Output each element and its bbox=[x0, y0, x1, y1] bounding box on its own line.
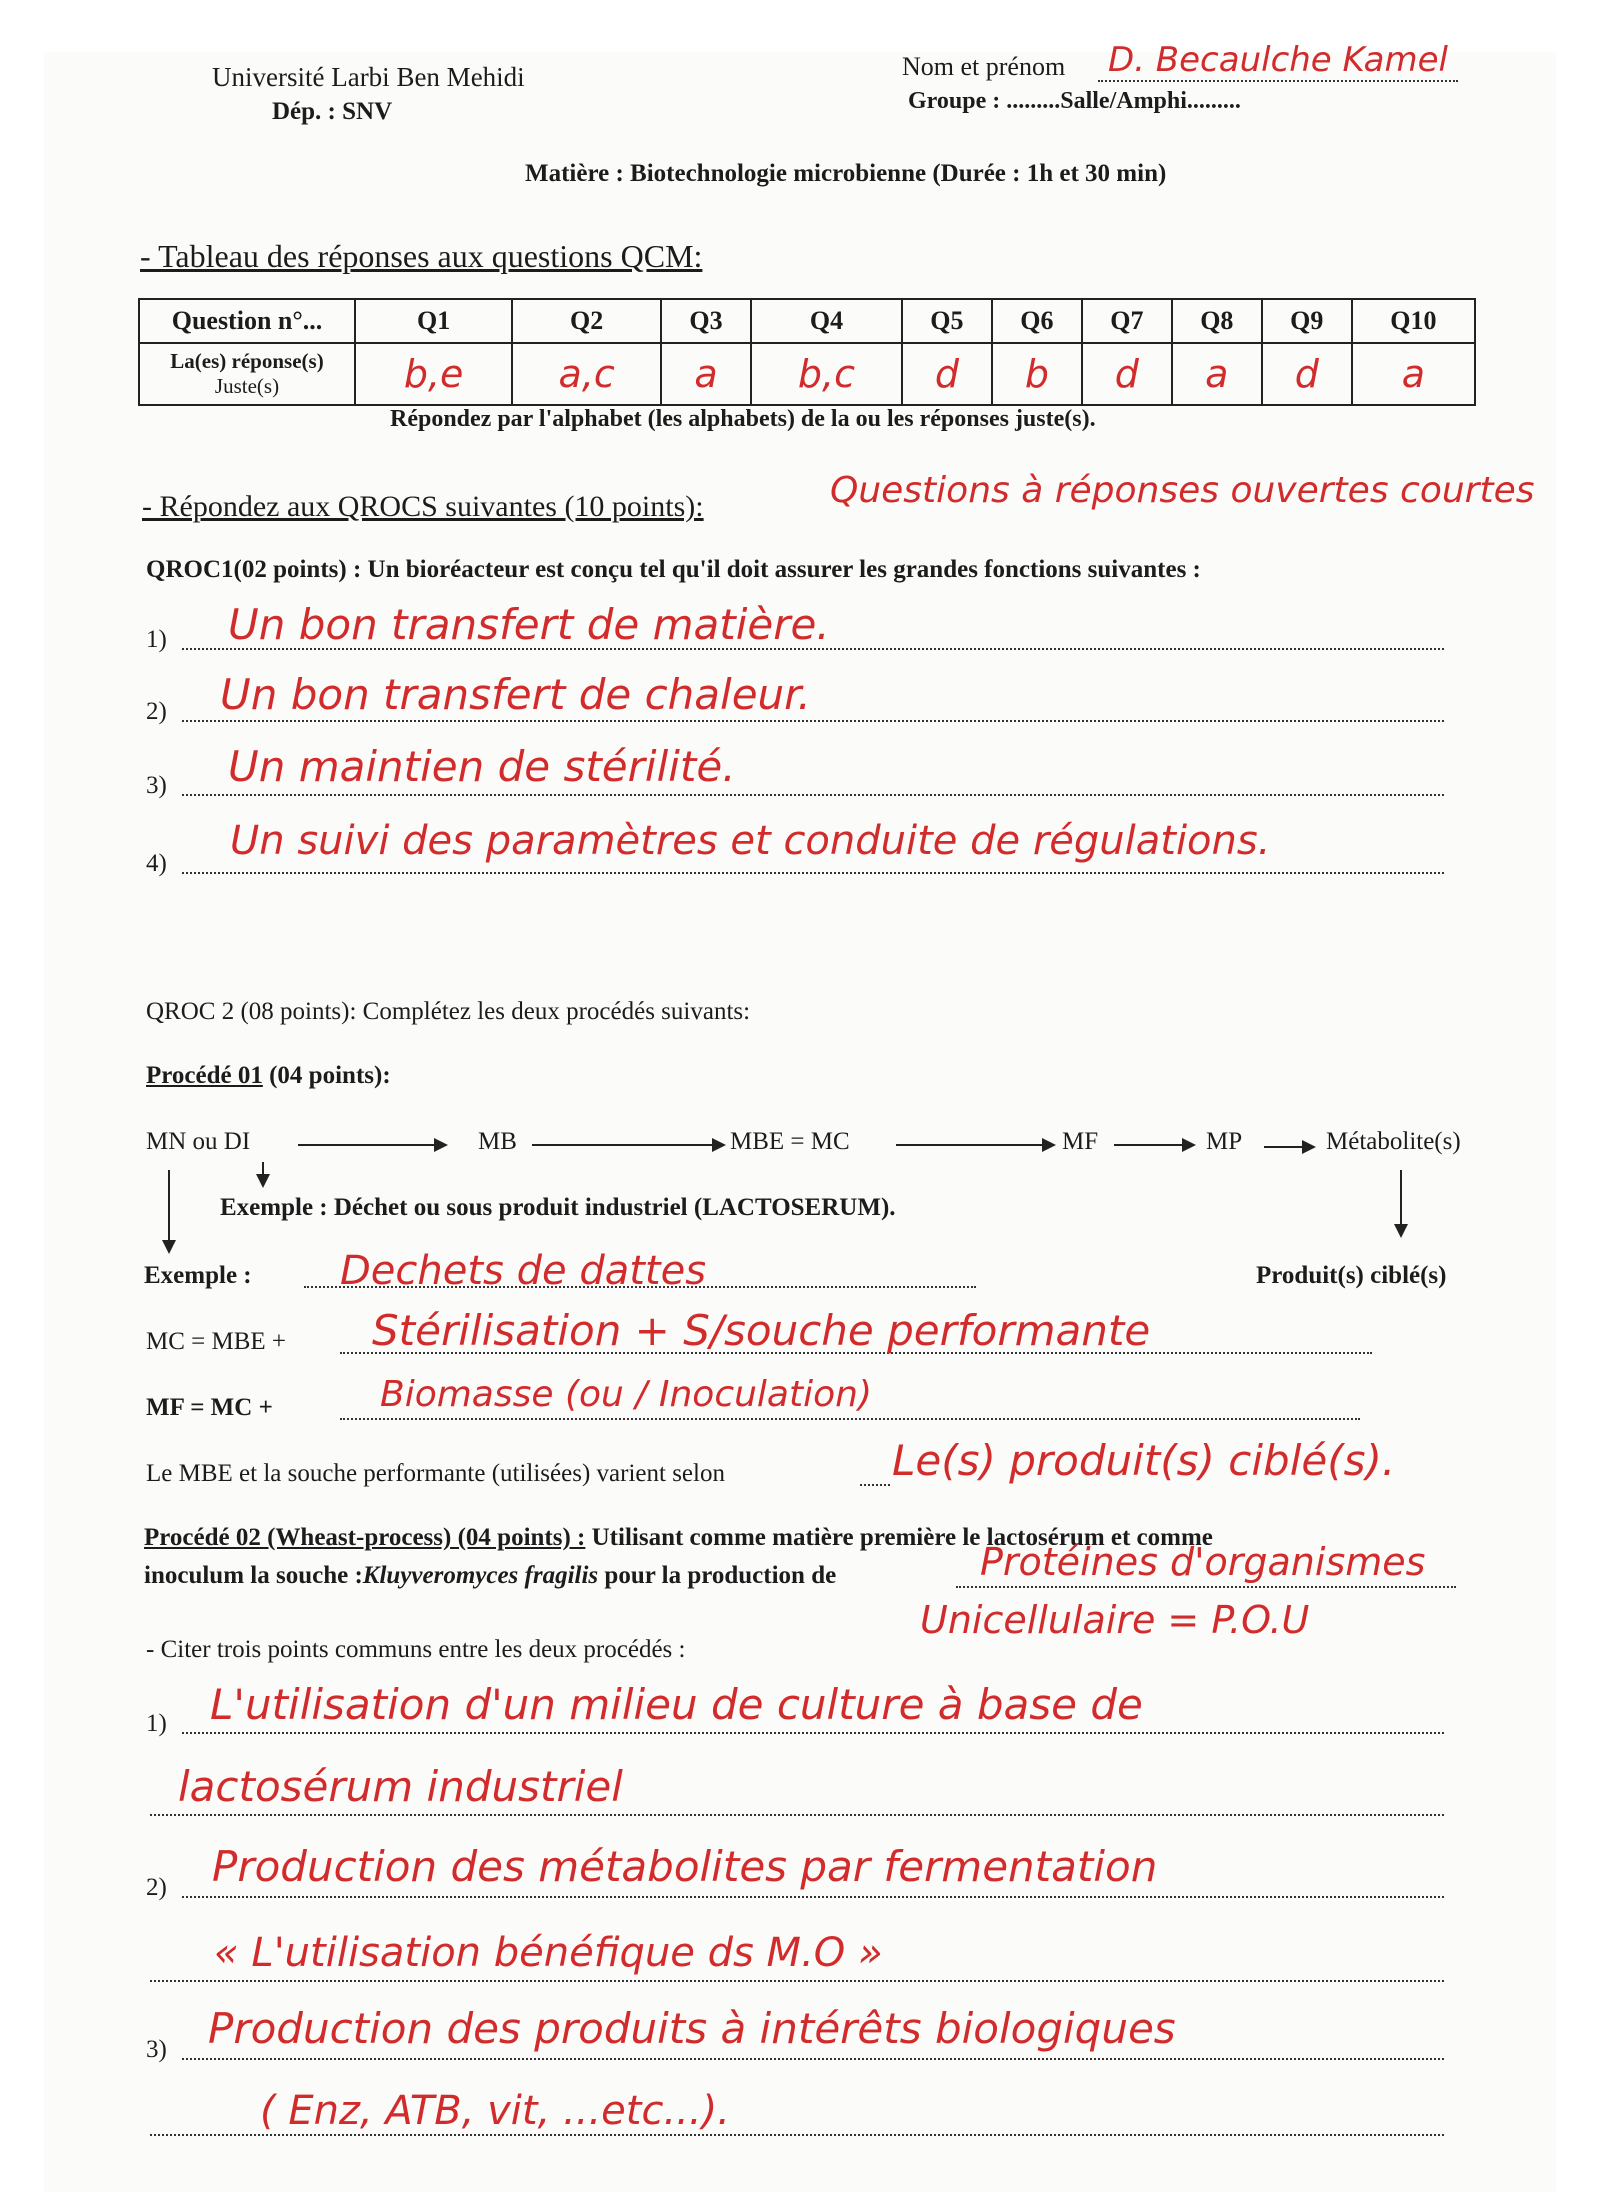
qroc1-prompt: QROC1(02 points) : Un bioréacteur est conçu tel qu'il doit assurer les grandes fonctions suivantes : bbox=[146, 556, 1201, 583]
qroc2-prompt: QROC 2 (08 points): Complétez les deux procédés suivants: bbox=[146, 998, 751, 1025]
common-points-prompt: - Citer trois points communs entre les deux procédés : bbox=[146, 1636, 686, 1663]
flow-mp: MP bbox=[1206, 1128, 1243, 1155]
mbe-variation-text: Le MBE et la souche performante (utilisées) varient selon bbox=[146, 1460, 725, 1487]
answer-number: 3) bbox=[146, 2036, 167, 2063]
answer-line bbox=[860, 1484, 890, 1486]
procede-01-title: Procédé 01 bbox=[146, 1062, 263, 1089]
common-point-2-line1: Production des métabolites par fermentation bbox=[212, 1842, 1158, 1891]
flow-mb: MB bbox=[478, 1128, 517, 1155]
mf-equation-label: MF = MC + bbox=[146, 1394, 273, 1421]
mc-answer: Stérilisation + S/souche performante bbox=[372, 1306, 1151, 1355]
answer-line bbox=[182, 720, 1444, 722]
mf-answer: Biomasse (ou / Inoculation) bbox=[380, 1374, 872, 1415]
qcm-title: - Tableau des réponses aux questions QCM: bbox=[140, 238, 703, 274]
answer-number: 4) bbox=[146, 850, 167, 877]
procede-02-answer-2: Unicellulaire = P.O.U bbox=[920, 1598, 1310, 1642]
answer-line bbox=[182, 1896, 1444, 1898]
answer-line bbox=[182, 2058, 1444, 2060]
qcm-answer-cell: d bbox=[1082, 343, 1172, 405]
answer-line bbox=[182, 872, 1444, 874]
question-header: Q6 bbox=[992, 299, 1082, 343]
answer-line bbox=[150, 2134, 1444, 2136]
answer-line bbox=[956, 1586, 1456, 1588]
flow-arrow bbox=[1264, 1146, 1314, 1148]
example-di: Exemple : Déchet ou sous produit industriel (LACTOSERUM). bbox=[220, 1194, 896, 1221]
common-point-3-line2: ( Enz, ATB, vit, ...etc...). bbox=[260, 2088, 730, 2134]
common-point-1-line2: lactosérum industriel bbox=[178, 1762, 623, 1811]
procede-01-heading bbox=[146, 1062, 391, 1090]
qrocs-title-note: Questions à réponses ouvertes courtes bbox=[830, 470, 1535, 511]
answer-line bbox=[150, 1980, 1444, 1982]
qroc1-answer-4: Un suivi des paramètres et conduite de régulations. bbox=[230, 818, 1271, 864]
qcm-answer-cell: d bbox=[1262, 343, 1352, 405]
qcm-answer-table bbox=[138, 298, 1476, 406]
answer-number: 2) bbox=[146, 698, 167, 725]
procede-02-answer-1: Protéines d'organismes bbox=[980, 1540, 1426, 1584]
answer-line bbox=[340, 1418, 1360, 1420]
qroc1-answer-2: Un bon transfert de chaleur. bbox=[220, 670, 811, 719]
qcm-answer-cell: b,c bbox=[751, 343, 902, 405]
answer-line bbox=[150, 1814, 1444, 1816]
yeast-species: Kluyveromyces fragilis bbox=[362, 1562, 599, 1589]
example-answer: Dechets de dattes bbox=[340, 1248, 707, 1294]
subject-line: Matière : Biotechnologie microbienne (Durée : 1h et 30 min) bbox=[525, 160, 1167, 187]
qrocs-title: - Répondez aux QROCS suivantes (10 points): bbox=[142, 490, 704, 523]
procede-02-text-a: Utilisant comme matière première le lactosérum et comme bbox=[591, 1524, 1213, 1551]
question-header: Q7 bbox=[1082, 299, 1172, 343]
department: Dép. : SNV bbox=[272, 98, 393, 125]
example-label: Exemple : bbox=[144, 1262, 252, 1289]
answer-number: 1) bbox=[146, 626, 167, 653]
down-arrow bbox=[168, 1170, 170, 1252]
flow-arrow bbox=[896, 1144, 1054, 1146]
qcm-answer-cell: b bbox=[992, 343, 1082, 405]
name-dotted-line bbox=[1098, 80, 1458, 82]
flow-mf: MF bbox=[1062, 1128, 1099, 1155]
flow-metabolites: Métabolite(s) bbox=[1326, 1128, 1461, 1155]
question-header: Q8 bbox=[1172, 299, 1262, 343]
procede-02-line2 bbox=[144, 1562, 836, 1590]
common-point-3-line1: Production des produits à intérêts biologiques bbox=[208, 2004, 1176, 2053]
answer-number: 2) bbox=[146, 1874, 167, 1901]
qcm-answer-cell: a bbox=[661, 343, 751, 405]
qroc1-answer-3: Un maintien de stérilité. bbox=[228, 742, 736, 791]
answer-line bbox=[182, 1732, 1444, 1734]
question-header: Q3 bbox=[661, 299, 751, 343]
down-arrow bbox=[1400, 1170, 1402, 1236]
qcm-answer-cell: a bbox=[1172, 343, 1262, 405]
flow-mn-di: MN ou DI bbox=[146, 1128, 251, 1155]
flow-arrow bbox=[532, 1144, 724, 1146]
mc-equation-label: MC = MBE + bbox=[146, 1328, 287, 1355]
question-number-label: Question n°... bbox=[139, 299, 355, 343]
qcm-answer-cell: a bbox=[1352, 343, 1475, 405]
question-header: Q10 bbox=[1352, 299, 1475, 343]
answer-label-line1: La(es) réponse(s) bbox=[170, 349, 324, 373]
flow-arrow bbox=[298, 1144, 446, 1146]
qcm-answer-cell: d bbox=[902, 343, 992, 405]
qroc1-answer-1: Un bon transfert de matière. bbox=[228, 600, 830, 649]
answer-label-line2: Juste(s) bbox=[214, 374, 280, 398]
question-header: Q2 bbox=[512, 299, 661, 343]
answer-row-label bbox=[139, 343, 355, 405]
university-name: Université Larbi Ben Mehidi bbox=[212, 62, 525, 92]
procede-02-prefix: inoculum la souche : bbox=[144, 1562, 363, 1589]
answer-number: 1) bbox=[146, 1710, 167, 1737]
procede-02-title: Procédé 02 (Wheast-process) (04 points) : bbox=[144, 1524, 586, 1551]
qcm-answer-cell: a,c bbox=[512, 343, 661, 405]
down-arrow bbox=[262, 1162, 264, 1186]
common-point-2-line2: « L'utilisation bénéfique ds M.O » bbox=[214, 1930, 883, 1976]
question-header: Q4 bbox=[751, 299, 902, 343]
common-point-1-line1: L'utilisation d'un milieu de culture à base de bbox=[210, 1680, 1143, 1729]
flow-mbe-mc: MBE = MC bbox=[730, 1128, 850, 1155]
target-products-label: Produit(s) ciblé(s) bbox=[1256, 1262, 1447, 1289]
name-label: Nom et prénom bbox=[902, 52, 1066, 81]
question-header: Q1 bbox=[355, 299, 512, 343]
procede-02-suffix: pour la production de bbox=[604, 1562, 837, 1589]
question-header: Q9 bbox=[1262, 299, 1352, 343]
qcm-answer-cell: b,e bbox=[355, 343, 512, 405]
student-name: D. Becaulche Kamel bbox=[1108, 40, 1448, 80]
qcm-instruction: Répondez par l'alphabet (les alphabets) de la ou les réponses juste(s). bbox=[390, 406, 1096, 432]
procede-01-points: (04 points): bbox=[269, 1062, 391, 1089]
group-line: Groupe : .........Salle/Amphi......... bbox=[908, 88, 1241, 114]
mbe-answer: Le(s) produit(s) ciblé(s). bbox=[892, 1436, 1396, 1485]
answer-number: 3) bbox=[146, 772, 167, 799]
question-header: Q5 bbox=[902, 299, 992, 343]
answer-line bbox=[182, 794, 1444, 796]
flow-arrow bbox=[1114, 1144, 1194, 1146]
